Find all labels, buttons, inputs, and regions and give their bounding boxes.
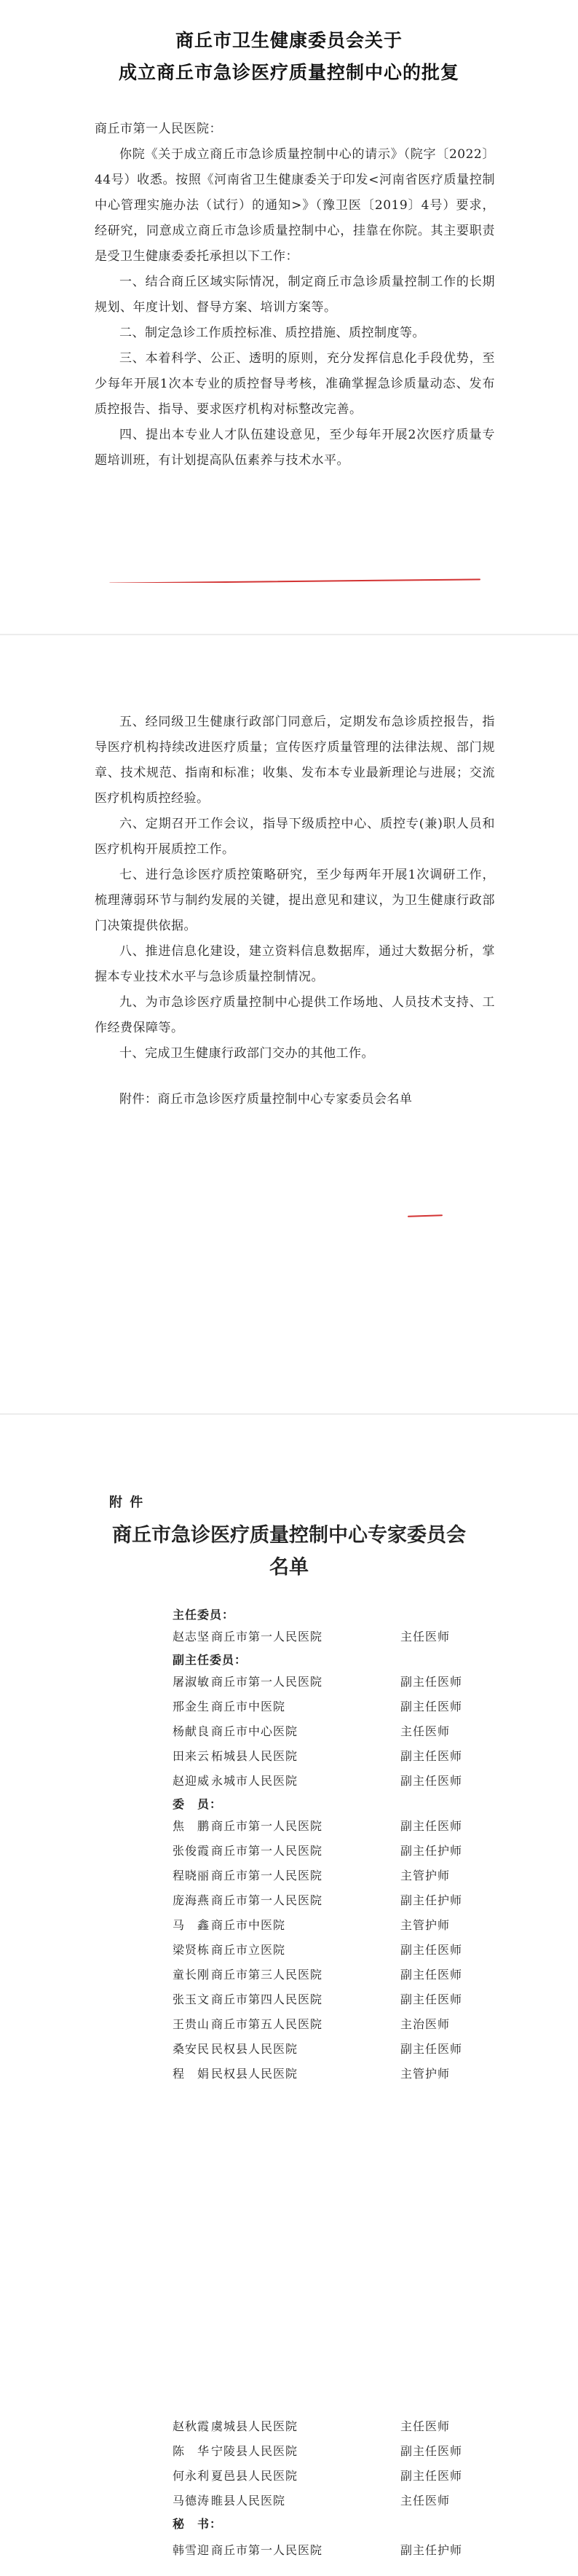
member-name: 陈 华 bbox=[173, 2444, 210, 2458]
member-title: 副主任护师 bbox=[400, 2543, 463, 2557]
member-title: 副主任医师 bbox=[400, 1943, 463, 1957]
member-title: 副主任护师 bbox=[400, 1893, 463, 1907]
duty-7: 七、进行急诊医疗质控策略研究，至少每两年开展1次调研工作，梳理薄弱环节与制约发展的关键，提出意见和建议，为卫生健康行政部门决策提供依据。 bbox=[95, 868, 495, 933]
member-name: 屠淑敏 bbox=[173, 1675, 210, 1689]
annex-title-line2: 名单 bbox=[269, 1556, 309, 1579]
member-title: 主任医师 bbox=[400, 2494, 451, 2508]
member-org: 商丘市第一人民医院 bbox=[211, 1869, 323, 1882]
member-name: 梁贤栋 bbox=[173, 1943, 210, 1957]
member-org: 民权县人民医院 bbox=[211, 2067, 298, 2081]
member-title: 主管护师 bbox=[400, 1918, 451, 1932]
member-org: 商丘市第一人民医院 bbox=[211, 1630, 323, 1644]
member-org: 商丘市第一人民医院 bbox=[211, 1819, 323, 1833]
member-title: 主任医师 bbox=[400, 1630, 451, 1644]
duty-10: 十、完成卫生健康行政部门交办的其他工作。 bbox=[119, 1046, 374, 1061]
member-org: 商丘市第三人民医院 bbox=[211, 1968, 323, 1982]
member-org: 商丘市中医院 bbox=[211, 1918, 286, 1932]
member-org: 商丘市第一人民医院 bbox=[211, 1844, 323, 1858]
red-mark-handwritten bbox=[408, 1214, 443, 1217]
list-item bbox=[0, 1813, 578, 1837]
member-title: 副主任医师 bbox=[400, 1819, 463, 1833]
group-heading-secretary: 秘 书： bbox=[173, 2517, 223, 2531]
greeting: 商丘市第一人民医院： bbox=[95, 122, 222, 136]
duty-3: 三、本着科学、公正、透明的原则，充分发挥信息化手段优势，至少每年开展1次本专业的质控督导考核，准确掌握急诊质量动态、发布质控报告、指导、要求医疗机构对标整改完善。 bbox=[95, 351, 495, 417]
list-item bbox=[0, 1623, 578, 1648]
member-name: 马 鑫 bbox=[173, 1918, 210, 1932]
member-name: 程晓丽 bbox=[173, 1869, 210, 1882]
member-name: 何永利 bbox=[173, 2469, 210, 2483]
list-item bbox=[0, 2537, 578, 2561]
duty-6: 六、定期召开工作会议，指导下级质控中心、质控专(兼)职人员和医疗机构开展质控工作。 bbox=[95, 817, 495, 857]
document-body-part1 bbox=[95, 117, 495, 474]
member-name: 赵迎威 bbox=[173, 1774, 210, 1788]
member-name: 张玉文 bbox=[173, 1992, 210, 2006]
member-title: 副主任医师 bbox=[400, 1992, 463, 2006]
member-title: 副主任医师 bbox=[400, 1774, 463, 1788]
list-item bbox=[0, 1767, 578, 1792]
annex-label: 附 件 bbox=[109, 1495, 145, 1510]
member-title: 主管护师 bbox=[400, 1869, 451, 1882]
member-org: 睢县人民医院 bbox=[211, 2494, 286, 2508]
intro-paragraph: 你院《关于成立商丘市急诊质量控制中心的请示》（院字〔2022〕44号）收悉。按照《河南省卫生健康委关于印发<河南省医疗质量控制中心管理实施办法（试行）的通知>》（豫卫医〔2019〕4号）要求，经研究，同意成立商丘市急诊质量控制中心，挂靠在你院。其主要职责是受卫生健康委委托承担以下工作： bbox=[95, 147, 495, 264]
document-title-line2: 成立商丘市急诊医疗质量控制中心的批复 bbox=[118, 62, 459, 83]
member-org: 商丘市第一人民医院 bbox=[211, 1893, 323, 1907]
member-title: 副主任护师 bbox=[400, 1844, 463, 1858]
member-title: 副主任医师 bbox=[400, 1675, 463, 1689]
list-item bbox=[0, 1862, 578, 1887]
duty-2: 二、制定急诊工作质控标准、质控措施、质控制度等。 bbox=[119, 326, 425, 340]
list-item bbox=[0, 1961, 578, 1986]
member-org: 商丘市立医院 bbox=[211, 1943, 286, 1957]
page-3-annex bbox=[0, 1450, 578, 2576]
duty-5: 五、经同级卫生健康行政部门同意后，定期发布急诊质控报告，指导医疗机构持续改进医疗质量；宣传医疗质量管理的法律法规、部门规章、技术规范、指南和标准；收集、发布本专业最新理论与进展；交流医疗机构质控经验。 bbox=[95, 715, 495, 806]
list-item bbox=[0, 2035, 578, 2060]
member-org: 商丘市第一人民医院 bbox=[211, 1675, 323, 1689]
list-item bbox=[0, 1668, 578, 1693]
member-name: 马德涛 bbox=[173, 2494, 210, 2508]
member-org: 商丘市第四人民医院 bbox=[211, 1992, 323, 2006]
group-heading-members: 委 员： bbox=[173, 1797, 223, 1811]
page-2 bbox=[0, 685, 578, 1384]
member-org: 虞城县人民医院 bbox=[211, 2419, 298, 2433]
list-item bbox=[0, 2413, 578, 2438]
member-title: 副主任医师 bbox=[400, 1700, 463, 1713]
member-title: 副主任医师 bbox=[400, 1749, 463, 1763]
member-name: 童长刚 bbox=[173, 1968, 210, 1982]
member-org: 柘城县人民医院 bbox=[211, 1749, 298, 1763]
member-title: 主治医师 bbox=[400, 2017, 451, 2031]
member-name: 田来云 bbox=[173, 1749, 210, 1763]
document-body-part2 bbox=[95, 710, 495, 1112]
group-heading-vice-chair: 副主任委员： bbox=[173, 1653, 248, 1667]
document-title-line1: 商丘市卫生健康委员会关于 bbox=[175, 30, 403, 51]
page-1 bbox=[0, 0, 578, 583]
member-org: 商丘市中心医院 bbox=[211, 1724, 298, 1738]
member-name: 程 娟 bbox=[173, 2067, 210, 2081]
member-name: 杨献良 bbox=[173, 1724, 210, 1738]
member-org: 永城市人民医院 bbox=[211, 1774, 298, 1788]
list-item bbox=[0, 1693, 578, 1718]
list-item bbox=[0, 2060, 578, 2085]
page-separator bbox=[0, 1413, 578, 1415]
member-org: 宁陵县人民医院 bbox=[211, 2444, 298, 2458]
member-title: 副主任医师 bbox=[400, 1968, 463, 1982]
list-item bbox=[0, 1837, 578, 1862]
list-item bbox=[0, 1936, 578, 1961]
member-name: 赵志坚 bbox=[173, 1630, 210, 1644]
member-title: 副主任医师 bbox=[400, 2444, 463, 2458]
member-org: 商丘市中医院 bbox=[211, 1700, 286, 1713]
member-name: 邢金生 bbox=[173, 1700, 210, 1713]
list-item bbox=[0, 2487, 578, 2512]
duty-9: 九、为市急诊医疗质量控制中心提供工作场地、人员技术支持、工作经费保障等。 bbox=[95, 995, 495, 1035]
list-item bbox=[0, 1986, 578, 2011]
member-title: 副主任医师 bbox=[400, 2469, 463, 2483]
attachment-note: 附件：商丘市急诊医疗质量控制中心专家委员会名单 bbox=[119, 1092, 413, 1107]
list-item bbox=[0, 2462, 578, 2487]
list-item bbox=[0, 1912, 578, 1936]
member-title: 主管护师 bbox=[400, 2067, 451, 2081]
member-name: 庞海燕 bbox=[173, 1893, 210, 1907]
member-org: 民权县人民医院 bbox=[211, 2042, 298, 2056]
member-org: 商丘市第一人民医院 bbox=[211, 2543, 323, 2557]
member-org: 夏邑县人民医院 bbox=[211, 2469, 298, 2483]
member-org: 商丘市第五人民医院 bbox=[211, 2017, 323, 2031]
member-title: 主任医师 bbox=[400, 1724, 451, 1738]
member-name: 赵秋霞 bbox=[173, 2419, 210, 2433]
group-heading-chair: 主任委员： bbox=[173, 1608, 235, 1622]
member-name: 张俊霞 bbox=[173, 1844, 210, 1858]
member-name: 焦 鹏 bbox=[173, 1819, 210, 1833]
duty-1: 一、结合商丘区域实际情况，制定商丘市急诊质量控制工作的长期规划、年度计划、督导方案、培训方案等。 bbox=[95, 275, 495, 315]
list-item bbox=[0, 1743, 578, 1767]
annex-title-line1: 商丘市急诊医疗质量控制中心专家委员会 bbox=[112, 1524, 466, 1547]
member-title: 主任医师 bbox=[400, 2419, 451, 2433]
list-item bbox=[0, 1887, 578, 1912]
member-name: 韩雪迎 bbox=[173, 2543, 210, 2557]
list-item bbox=[0, 1718, 578, 1743]
duty-8: 八、推进信息化建设，建立资料信息数据库，通过大数据分析，掌握本专业技术水平与急诊质量控制情况。 bbox=[95, 944, 495, 984]
duty-4: 四、提出本专业人才队伍建设意见，至少每年开展2次医疗质量专题培训班，有计划提高队伍素养与技术水平。 bbox=[95, 428, 495, 468]
page-separator bbox=[0, 634, 578, 635]
red-underline-handwritten bbox=[109, 578, 480, 583]
member-name: 桑安民 bbox=[173, 2042, 210, 2056]
list-item bbox=[0, 2438, 578, 2462]
member-title: 副主任医师 bbox=[400, 2042, 463, 2056]
member-name: 王贵山 bbox=[173, 2017, 210, 2031]
list-item bbox=[0, 2011, 578, 2035]
